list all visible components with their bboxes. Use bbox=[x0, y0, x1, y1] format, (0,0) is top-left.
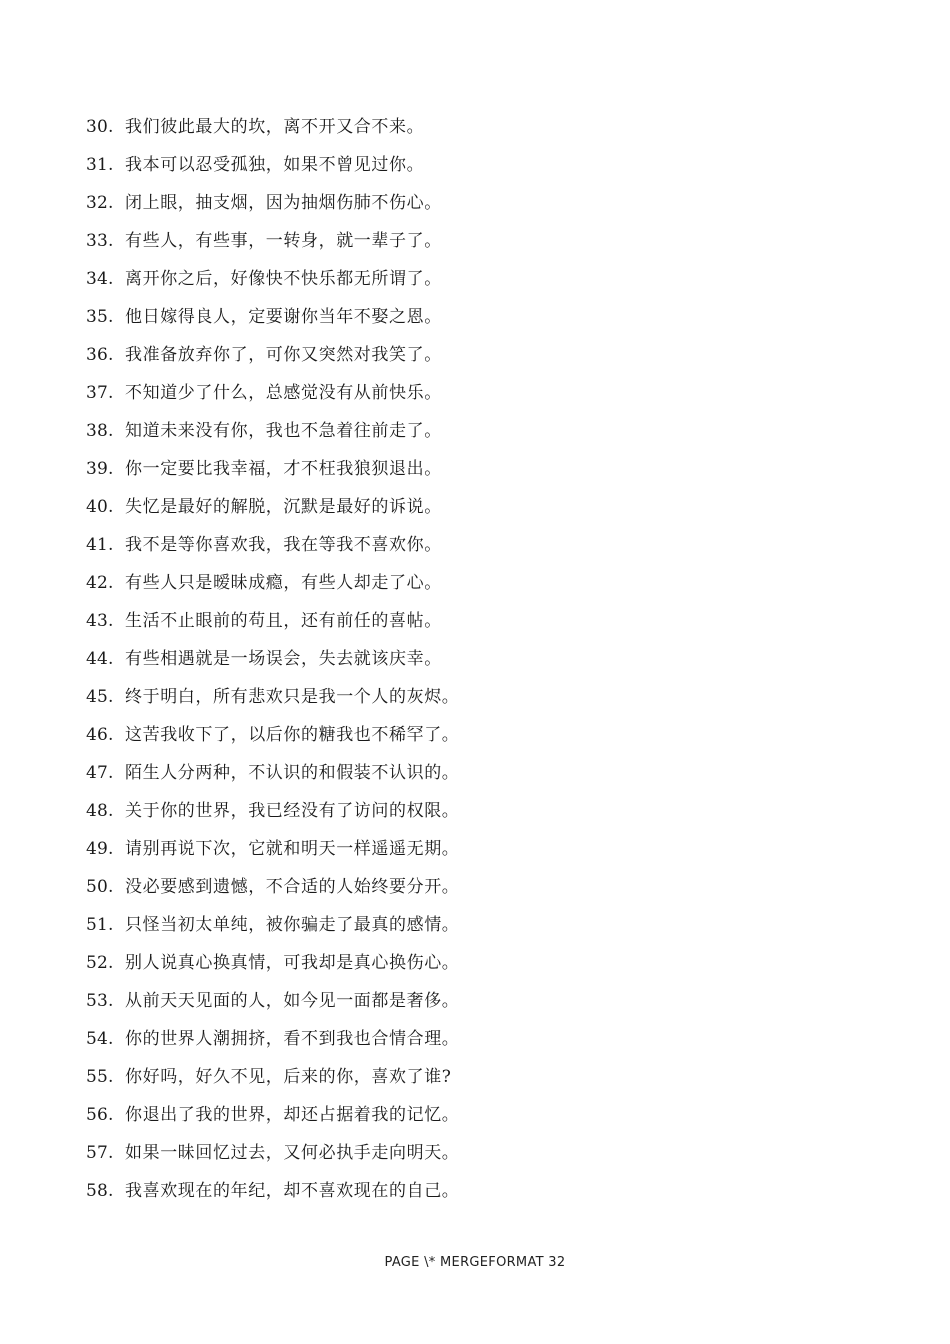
list-item bbox=[86, 379, 459, 417]
item-number: 37. bbox=[86, 383, 114, 403]
item-text: 请别再说下次，它就和明天一样遥遥无期。 bbox=[125, 839, 460, 859]
item-number: 32. bbox=[86, 193, 114, 213]
list-item bbox=[86, 189, 459, 227]
list-item bbox=[86, 987, 459, 1025]
list-item bbox=[86, 759, 459, 797]
item-text: 他日嫁得良人，定要谢你当年不娶之恩。 bbox=[125, 307, 442, 327]
item-number: 34. bbox=[86, 269, 114, 289]
list-item bbox=[86, 151, 459, 189]
item-text: 我们彼此最大的坎，离不开又合不来。 bbox=[125, 117, 425, 137]
item-number: 33. bbox=[86, 231, 114, 251]
list-item bbox=[86, 265, 459, 303]
list-item bbox=[86, 949, 459, 987]
item-number: 54. bbox=[86, 1029, 114, 1049]
item-number: 39. bbox=[86, 459, 114, 479]
list-item bbox=[86, 835, 459, 873]
list-item bbox=[86, 417, 459, 455]
item-text: 知道未来没有你，我也不急着往前走了。 bbox=[125, 421, 442, 441]
list-item bbox=[86, 303, 459, 341]
item-number: 57. bbox=[86, 1143, 114, 1163]
list-item bbox=[86, 721, 459, 759]
list-item bbox=[86, 645, 459, 683]
list-item bbox=[86, 113, 459, 151]
item-number: 52. bbox=[86, 953, 114, 973]
list-item bbox=[86, 911, 459, 949]
list-item bbox=[86, 1177, 459, 1215]
item-number: 51. bbox=[86, 915, 114, 935]
item-text: 别人说真心换真情，可我却是真心换伤心。 bbox=[125, 953, 460, 973]
list-item bbox=[86, 873, 459, 911]
item-text: 只怪当初太单纯，被你骗走了最真的感情。 bbox=[125, 915, 460, 935]
item-text: 离开你之后，好像快不快乐都无所谓了。 bbox=[125, 269, 442, 289]
item-number: 46. bbox=[86, 725, 114, 745]
list-item bbox=[86, 607, 459, 645]
item-text: 关于你的世界，我已经没有了访问的权限。 bbox=[125, 801, 460, 821]
list-item bbox=[86, 1063, 459, 1101]
item-text: 我不是等你喜欢我，我在等我不喜欢你。 bbox=[125, 535, 442, 555]
item-text: 我喜欢现在的年纪，却不喜欢现在的自己。 bbox=[125, 1181, 460, 1201]
list-item bbox=[86, 227, 459, 265]
item-number: 43. bbox=[86, 611, 114, 631]
item-text: 如果一昧回忆过去，又何必执手走向明天。 bbox=[125, 1143, 460, 1163]
item-text: 我本可以忍受孤独，如果不曾见过你。 bbox=[125, 155, 425, 175]
item-number: 58. bbox=[86, 1181, 114, 1201]
list-item bbox=[86, 493, 459, 531]
quote-list bbox=[86, 113, 459, 1215]
list-item bbox=[86, 797, 459, 835]
item-number: 50. bbox=[86, 877, 114, 897]
item-text: 你退出了我的世界，却还占据着我的记忆。 bbox=[125, 1105, 460, 1125]
item-number: 45. bbox=[86, 687, 114, 707]
item-number: 40. bbox=[86, 497, 114, 517]
list-item bbox=[86, 1139, 459, 1177]
item-number: 38. bbox=[86, 421, 114, 441]
item-number: 49. bbox=[86, 839, 114, 859]
item-number: 44. bbox=[86, 649, 114, 669]
item-number: 47. bbox=[86, 763, 114, 783]
item-number: 42. bbox=[86, 573, 114, 593]
item-text: 不知道少了什么，总感觉没有从前快乐。 bbox=[125, 383, 442, 403]
item-number: 36. bbox=[86, 345, 114, 365]
item-text: 陌生人分两种，不认识的和假装不认识的。 bbox=[125, 763, 460, 783]
item-text: 你的世界人潮拥挤，看不到我也合情合理。 bbox=[125, 1029, 460, 1049]
item-text: 没必要感到遗憾，不合适的人始终要分开。 bbox=[125, 877, 460, 897]
list-item bbox=[86, 1025, 459, 1063]
item-text: 有些人，有些事，一转身，就一辈子了。 bbox=[125, 231, 442, 251]
item-text: 生活不止眼前的苟且，还有前任的喜帖。 bbox=[125, 611, 442, 631]
item-number: 35. bbox=[86, 307, 114, 327]
item-text: 这苦我收下了，以后你的糖我也不稀罕了。 bbox=[125, 725, 460, 745]
item-number: 30. bbox=[86, 117, 114, 137]
item-number: 55. bbox=[86, 1067, 114, 1087]
item-number: 56. bbox=[86, 1105, 114, 1125]
item-number: 31. bbox=[86, 155, 114, 175]
page-footer: PAGE \* MERGEFORMAT 32 bbox=[384, 1255, 566, 1270]
item-text: 有些相遇就是一场误会，失去就该庆幸。 bbox=[125, 649, 442, 669]
item-text: 你好吗，好久不见，后来的你，喜欢了谁? bbox=[125, 1067, 452, 1087]
item-number: 48. bbox=[86, 801, 114, 821]
item-text: 你一定要比我幸福，才不枉我狼狈退出。 bbox=[125, 459, 442, 479]
item-number: 53. bbox=[86, 991, 114, 1011]
list-item bbox=[86, 341, 459, 379]
item-text: 我准备放弃你了，可你又突然对我笑了。 bbox=[125, 345, 442, 365]
item-text: 从前天天见面的人，如今见一面都是奢侈。 bbox=[125, 991, 460, 1011]
list-item bbox=[86, 1101, 459, 1139]
list-item bbox=[86, 683, 459, 721]
item-text: 终于明白，所有悲欢只是我一个人的灰烬。 bbox=[125, 687, 460, 707]
item-text: 闭上眼，抽支烟，因为抽烟伤肺不伤心。 bbox=[125, 193, 442, 213]
item-text: 有些人只是暧昧成瘾，有些人却走了心。 bbox=[125, 573, 442, 593]
list-item bbox=[86, 455, 459, 493]
item-text: 失忆是最好的解脱，沉默是最好的诉说。 bbox=[125, 497, 442, 517]
item-number: 41. bbox=[86, 535, 114, 555]
list-item bbox=[86, 569, 459, 607]
list-item bbox=[86, 531, 459, 569]
